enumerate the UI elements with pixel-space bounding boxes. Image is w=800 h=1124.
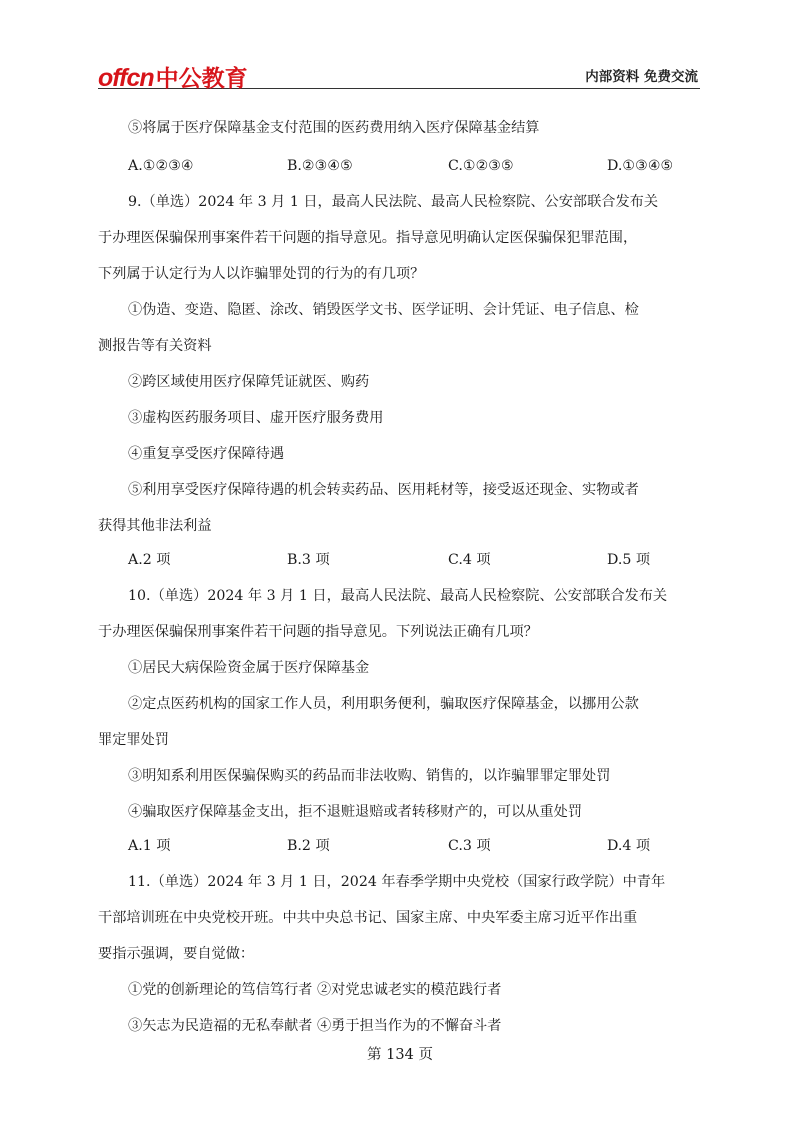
q9-statement-2: ②跨区域使用医疗保障凭证就医、购药: [128, 374, 370, 390]
header-note: 内部资料 免费交流: [585, 69, 698, 85]
q9-statement-3: ③虚构医药服务项目、虚开医疗服务费用: [128, 410, 384, 426]
q9-statement-5b: 获得其他非法利益: [98, 518, 212, 534]
q9-statement-5a: ⑤利用享受医疗保障待遇的机会转卖药品、医用耗材等，接受返还现金、实物或者: [128, 482, 639, 498]
q8-option-d: D.①③④⑤: [607, 158, 674, 174]
q9-option-d: D.5 项: [607, 552, 651, 568]
q11-statements-1-2: ①党的创新理论的笃信笃行者 ②对党忠诚老实的模范践行者: [128, 982, 502, 998]
q9-option-c: C.4 项: [448, 552, 491, 568]
q8-option-a: A.①②③④: [128, 158, 194, 174]
q9-statement-1a: ①伪造、变造、隐匿、涂改、销毁医学文书、医学证明、会计凭证、电子信息、检: [128, 302, 639, 318]
q10-statement-1: ①居民大病保险资金属于医疗保障基金: [128, 660, 370, 676]
page-number: 第 134 页: [367, 1047, 433, 1063]
q10-stem-line2: 于办理医保骗保刑事案件若干问题的指导意见。下列说法正确有几项？: [98, 624, 538, 640]
q11-stem-line1: 11.（单选）2024 年 3 月 1 日，2024 年春季学期中央党校（国家行政学院）中青年: [128, 874, 666, 890]
page-header: [98, 58, 700, 92]
q10-option-a: A.1 项: [128, 838, 171, 854]
q10-statement-3: ③明知系利用医保骗保购买的药品而非法收购、销售的，以诈骗罪罪定罪处罚: [128, 768, 611, 784]
q10-option-d: D.4 项: [607, 838, 651, 854]
q11-stem-line3: 要指示强调，要自觉做：: [98, 946, 255, 962]
statement-5: ⑤将属于医疗保障基金支付范围的医药费用纳入医疗保障基金结算: [128, 120, 540, 136]
q11-stem-line2: 干部培训班在中央党校开班。中共中央总书记、国家主席、中央军委主席习近平作出重: [98, 910, 638, 926]
q9-option-a: A.2 项: [128, 552, 171, 568]
logo-text-en: offcn: [98, 64, 154, 92]
q10-statement-4: ④骗取医疗保障基金支出，拒不退赃退赔或者转移财产的，可以从重处罚: [128, 804, 583, 820]
q10-option-b: B.2 项: [287, 838, 330, 854]
q8-option-c: C.①②③⑤: [448, 158, 514, 174]
logo-text-cn: 中公教育: [155, 66, 248, 92]
q10-statement-2a: ②定点医药机构的国家工作人员，利用职务便利，骗取医疗保障基金，以挪用公款: [128, 696, 639, 712]
q8-option-b: B.②③④⑤: [287, 158, 353, 174]
q9-stem-line2: 于办理医保骗保刑事案件若干问题的指导意见。指导意见明确认定医保骗保犯罪范围，: [98, 230, 638, 246]
q10-option-c: C.3 项: [448, 838, 491, 854]
offcn-logo: [98, 60, 248, 92]
q9-statement-4: ④重复享受医疗保障待遇: [128, 446, 285, 462]
q10-stem-line1: 10.（单选）2024 年 3 月 1 日，最高人民法院、最高人民检察院、公安部联合发布关: [128, 588, 668, 604]
q9-stem-line3: 下列属于认定行为人以诈骗罪处罚的行为的有几项？: [98, 266, 425, 282]
q9-stem-line1: 9.（单选）2024 年 3 月 1 日，最高人民法院、最高人民检察院、公安部联合发布关: [128, 194, 659, 210]
q9-option-b: B.3 项: [287, 552, 330, 568]
q11-statements-3-4: ③矢志为民造福的无私奉献者 ④勇于担当作为的不懈奋斗者: [128, 1018, 502, 1034]
q9-statement-1b: 测报告等有关资料: [98, 338, 212, 354]
q10-statement-2b: 罪定罪处罚: [98, 732, 169, 748]
